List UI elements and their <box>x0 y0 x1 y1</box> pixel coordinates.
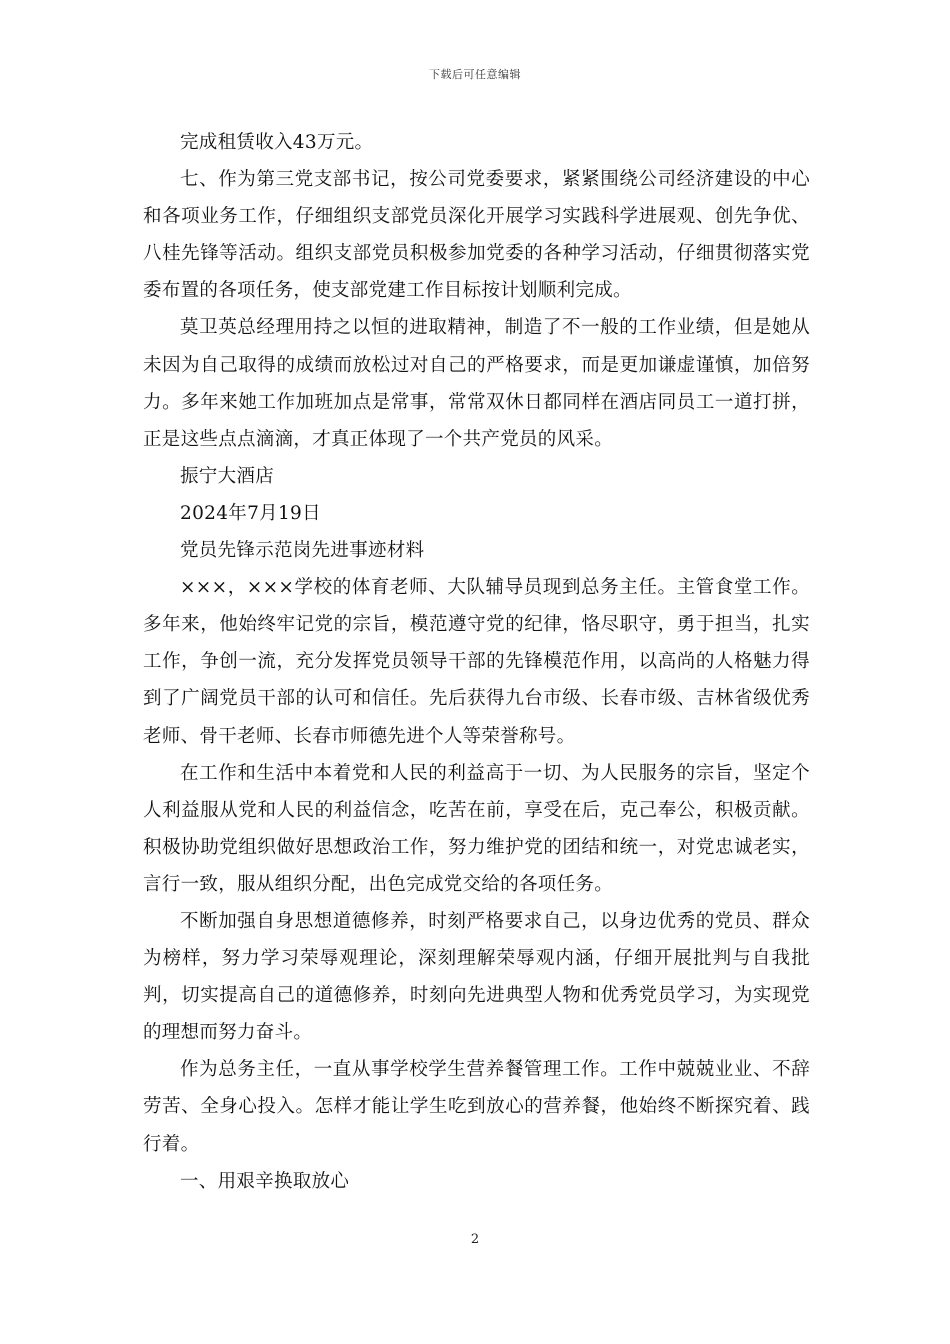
subsection-heading: 一、用艰辛换取放心 <box>180 1170 350 1192</box>
paragraph-party-branch: 七、作为第三党支部书记，按公司党委要求，紧紧围绕公司经济建设的中心和各项业务工作，仔细组织支部党员深化开展学习实践科学进展观、创先争优、八桂先锋等活动。组织支部党员积极参加党委的各种学习活动，仔细贯彻落实党委布置的各项任务，使支部党建工作目标按计划顺利完成。 <box>143 169 810 302</box>
paragraph-intro: ×××，×××学校的体育老师、大队辅导员现到总务主任。主管食堂工作。多年来，他始终牢记党的宗旨，模范遵守党的纪律，恪尽职守，勇于担当，扎实工作，争创一流，充分发挥党员领导干部的先锋模范作用，以高尚的人格魅力得到了广阔党员干部的认可和信任。先后获得九台市级、长春市级、吉林省级优秀老师、骨干老师、长春市师德先进个人等荣誉称号。 <box>143 577 810 747</box>
section-title: 党员先锋示范岗先进事迹材料 <box>180 540 425 562</box>
paragraph-rental-income: 完成租赁收入43万元。 <box>180 132 374 153</box>
page-header: 下载后可任意编辑 <box>429 68 521 81</box>
paragraph-general-affairs: 作为总务主任，一直从事学校学生营养餐管理工作。工作中兢兢业业、不辞劳苦、全身心投入。怎样才能让学生吃到放心的营养餐，他始终不断探究着、践行着。 <box>143 1059 810 1155</box>
page-number: 2 <box>470 1232 480 1247</box>
paragraph-manager-spirit: 莫卫英总经理用持之以恒的进取精神，制造了不一般的工作业绩，但是她从未因为自己取得的成绩而放松过对自己的严格要求，而是更加谦虚谨慎，加倍努力。多年来她工作加班加点是常事，常常双休日都同样在酒店同员工一道打拼，正是这些点点滴滴，才真正体现了一个共产党员的风采。 <box>143 317 810 450</box>
document-body <box>143 124 810 1200</box>
signature-organization: 振宁大酒店 <box>180 465 275 487</box>
signature-date: 2024年7月19日 <box>180 502 321 524</box>
paragraph-moral-cultivation: 不断加强自身思想道德修养，时刻严格要求自己，以身边优秀的党员、群众为榜样，努力学习荣辱观理论，深刻理解荣辱观内涵，仔细开展批判与自我批判，切实提高自己的道德修养，时刻向先进典型人物和优秀党员学习，为实现党的理想而努力奋斗。 <box>143 910 810 1044</box>
paragraph-work-life: 在工作和生活中本着党和人民的利益高于一切、为人民服务的宗旨，坚定个人利益服从党和人民的利益信念，吃苦在前，享受在后，克己奉公，积极贡献。积极协助党组织做好思想政治工作，努力维护党的团结和统一，对党忠诚老实，言行一致，服从组织分配，出色完成党交给的各项任务。 <box>143 762 810 895</box>
